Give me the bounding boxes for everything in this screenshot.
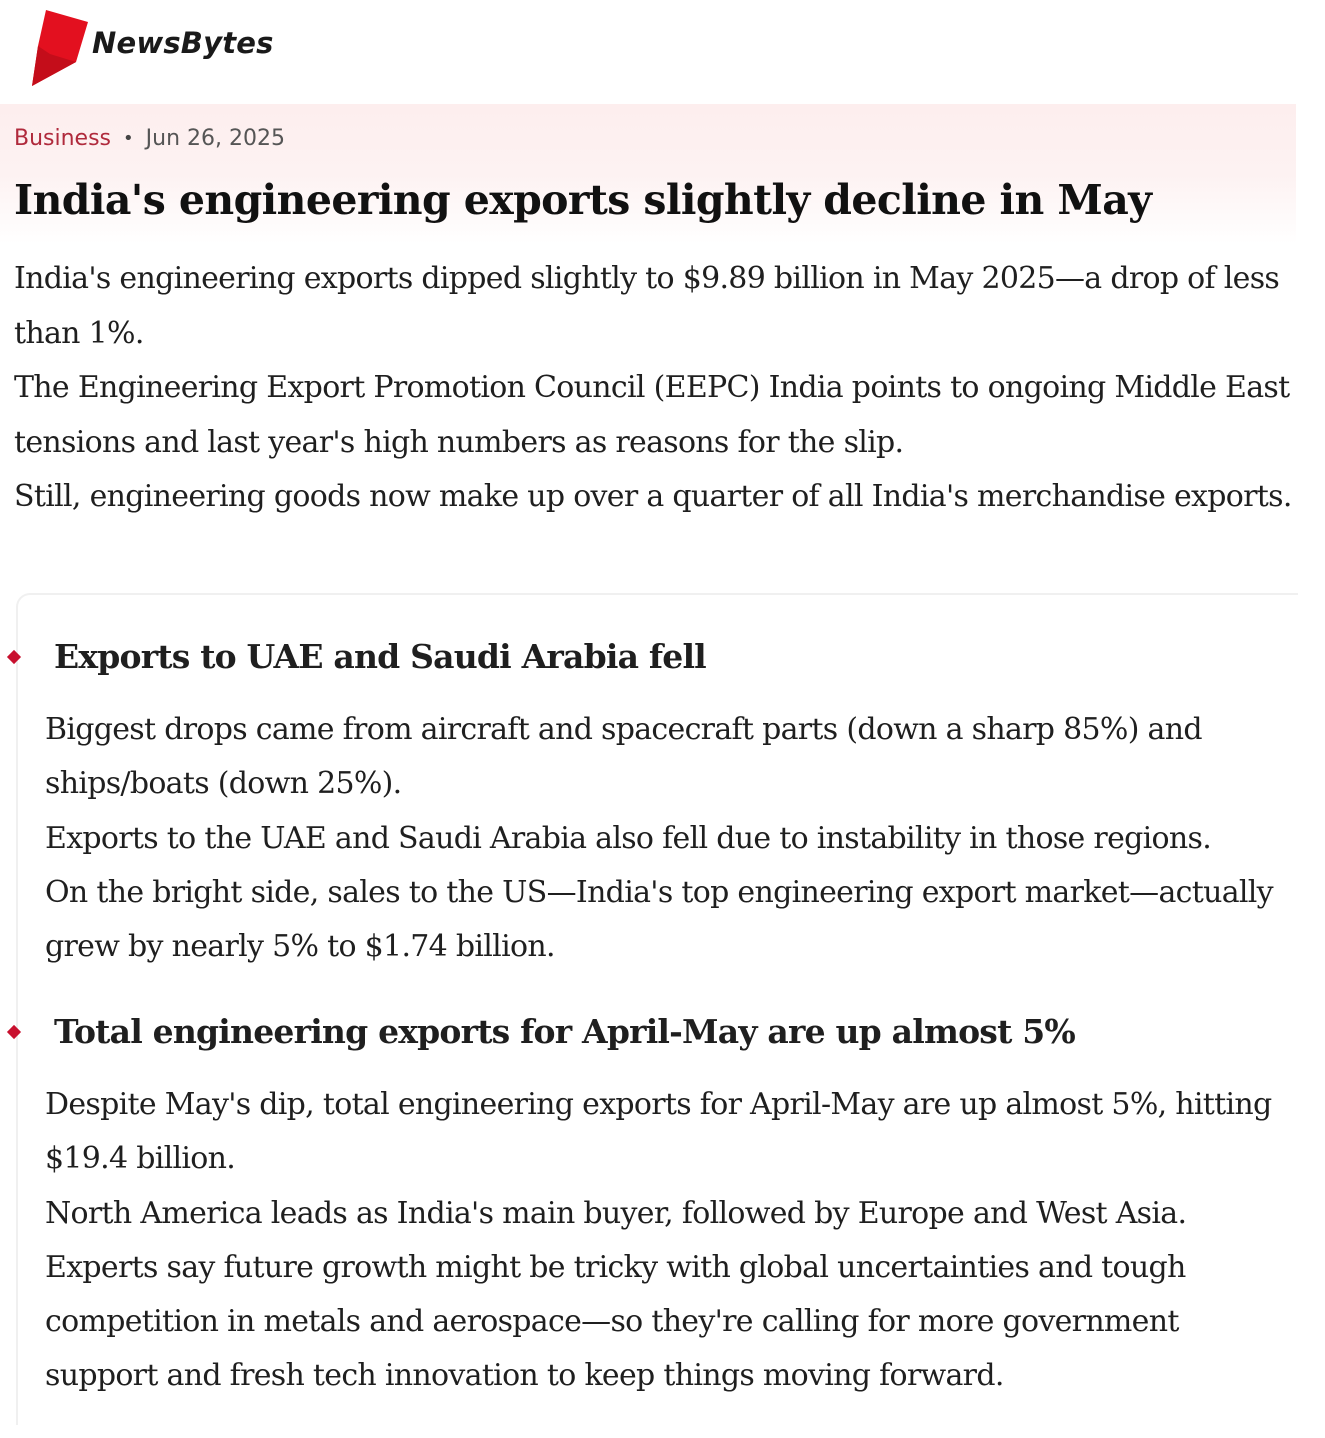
intro-paragraph: Still, engineering goods now make up over a quarter of all India's merchandise exports. bbox=[14, 479, 1292, 514]
publish-date: Jun 26, 2025 bbox=[145, 126, 285, 151]
article-meta bbox=[14, 126, 285, 151]
intro-paragraph: The Engineering Export Promotion Council (EEPC) India points to ongoing Middle East tensions and last year's high numbers as reasons for the slip. bbox=[14, 370, 1290, 460]
section-heading: Exports to UAE and Saudi Arabia fell bbox=[54, 637, 706, 676]
article-headline: India's engineering exports slightly decline in May bbox=[14, 176, 1152, 224]
newsbytes-logo[interactable] bbox=[30, 10, 274, 86]
section-paragraph: Experts say future growth might be tricky with global uncertainties and tough competition in metals and aerospace—so they're calling for more government support and fresh tech innovation to keep things moving forward. bbox=[45, 1249, 1186, 1394]
section-paragraph: On the bright side, sales to the US—India's top engineering export market—actually grew by nearly 5% to $1.74 billion. bbox=[45, 874, 1273, 965]
intro-paragraph: India's engineering exports dipped slightly to $9.89 billion in May 2025—a drop of less than 1%. bbox=[14, 261, 1280, 351]
section-paragraph: Exports to the UAE and Saudi Arabia also fell due to instability in those regions. bbox=[45, 820, 1212, 856]
meta-separator: • bbox=[123, 128, 134, 149]
section-paragraph: North America leads as India's main buyer, followed by Europe and West Asia. bbox=[45, 1195, 1187, 1231]
article-intro bbox=[14, 252, 1294, 525]
brand-name: NewsBytes bbox=[92, 26, 274, 60]
newsbytes-logo-icon bbox=[30, 10, 88, 86]
section-paragraph: Biggest drops came from aircraft and spacecraft parts (down a sharp 85%) and ships/boats (down 25%). bbox=[45, 712, 1202, 802]
section-body bbox=[45, 703, 1285, 974]
section-paragraph: Despite May's dip, total engineering exports for April-May are up almost 5%, hitting $19.4 billion. bbox=[45, 1087, 1272, 1177]
section-body bbox=[45, 1078, 1285, 1404]
section-heading: Total engineering exports for April-May are up almost 5% bbox=[54, 1012, 1075, 1051]
category-link[interactable]: Business bbox=[14, 126, 112, 151]
